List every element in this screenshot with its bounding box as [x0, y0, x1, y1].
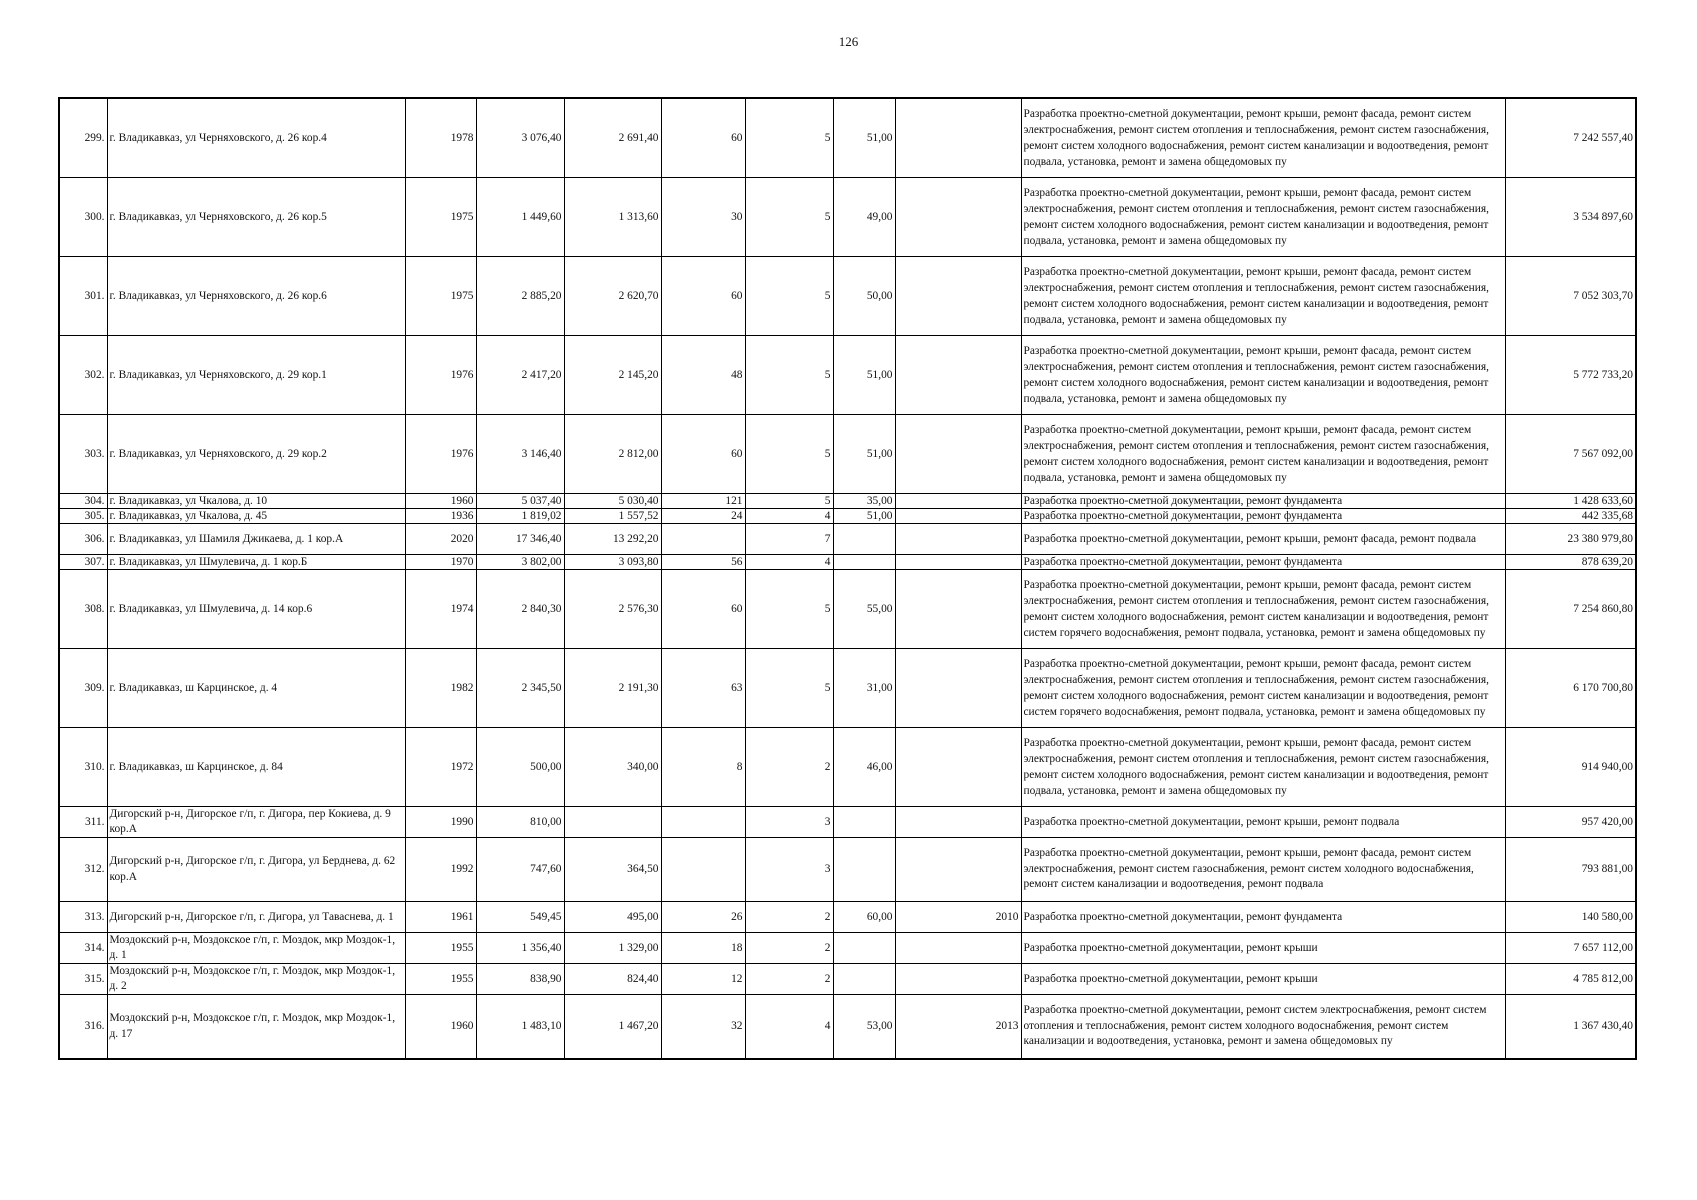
- last-repair-cell: [895, 555, 1021, 570]
- cost-cell: 3 534 897,60: [1505, 178, 1636, 257]
- wear-cell: 51,00: [833, 98, 895, 178]
- floors-cell: 4: [745, 509, 833, 524]
- living-area-cell: 1 467,20: [564, 995, 661, 1060]
- works-cell: Разработка проектно-сметной документации, ремонт крыши, ремонт фасада, ремонт подвала: [1021, 524, 1505, 555]
- total-area-cell: 810,00: [476, 807, 564, 838]
- year-cell: 1972: [405, 728, 476, 807]
- apartments-cell: 30: [661, 178, 745, 257]
- last-repair-cell: [895, 838, 1021, 902]
- apartments-cell: 60: [661, 98, 745, 178]
- table-row: [59, 570, 1636, 649]
- living-area-cell: 1 313,60: [564, 178, 661, 257]
- last-repair-cell: [895, 336, 1021, 415]
- row-number: 301.: [59, 257, 107, 336]
- total-area-cell: 838,90: [476, 964, 564, 995]
- row-number: 306.: [59, 524, 107, 555]
- total-area-cell: 2 417,20: [476, 336, 564, 415]
- table-row: [59, 524, 1636, 555]
- works-cell: Разработка проектно-сметной документации, ремонт крыши, ремонт фасада, ремонт систем электроснабжения, ремонт систем отопления и теплоснабжения, ремонт систем газоснабжения, ремонт систем холодного водоснабжения, ремонт систем канализации и водоотведения, ремонт подвала, установка, ремонт и замена общедомовых пу: [1021, 415, 1505, 494]
- living-area-cell: 1 557,52: [564, 509, 661, 524]
- floors-cell: 5: [745, 98, 833, 178]
- row-number: 316.: [59, 995, 107, 1060]
- wear-cell: [833, 838, 895, 902]
- apartments-cell: 18: [661, 933, 745, 964]
- living-area-cell: 2 145,20: [564, 336, 661, 415]
- cost-cell: 957 420,00: [1505, 807, 1636, 838]
- apartments-cell: 60: [661, 415, 745, 494]
- apartments-cell: [661, 807, 745, 838]
- apartments-cell: 63: [661, 649, 745, 728]
- address-cell: г. Владикавказ, ул Черняховского, д. 29 кор.2: [107, 415, 405, 494]
- cost-cell: 23 380 979,80: [1505, 524, 1636, 555]
- floors-cell: 5: [745, 570, 833, 649]
- living-area-cell: 2 812,00: [564, 415, 661, 494]
- works-cell: Разработка проектно-сметной документации, ремонт фундамента: [1021, 902, 1505, 933]
- apartments-cell: 8: [661, 728, 745, 807]
- year-cell: 2020: [405, 524, 476, 555]
- wear-cell: 50,00: [833, 257, 895, 336]
- cost-cell: 7 242 557,40: [1505, 98, 1636, 178]
- apartments-cell: 56: [661, 555, 745, 570]
- year-cell: 1975: [405, 178, 476, 257]
- wear-cell: 46,00: [833, 728, 895, 807]
- wear-cell: [833, 555, 895, 570]
- row-number: 313.: [59, 902, 107, 933]
- living-area-cell: 495,00: [564, 902, 661, 933]
- row-number: 314.: [59, 933, 107, 964]
- row-number: 308.: [59, 570, 107, 649]
- table-row: [59, 649, 1636, 728]
- row-number: 315.: [59, 964, 107, 995]
- total-area-cell: 2 885,20: [476, 257, 564, 336]
- address-cell: г. Владикавказ, ул Шмулевича, д. 1 кор.Б: [107, 555, 405, 570]
- total-area-cell: 3 076,40: [476, 98, 564, 178]
- living-area-cell: 3 093,80: [564, 555, 661, 570]
- address-cell: г. Владикавказ, ул Чкалова, д. 10: [107, 494, 405, 509]
- row-number: 304.: [59, 494, 107, 509]
- living-area-cell: 340,00: [564, 728, 661, 807]
- year-cell: 1982: [405, 649, 476, 728]
- works-cell: Разработка проектно-сметной документации, ремонт крыши, ремонт фасада, ремонт систем электроснабжения, ремонт систем газоснабжения, ремонт систем холодного водоснабжения, ремонт систем канализации и водоотведения, ремонт подвала: [1021, 838, 1505, 902]
- address-cell: Моздокский р-н, Моздокское г/п, г. Моздок, мкр Моздок-1, д. 2: [107, 964, 405, 995]
- apartments-cell: 26: [661, 902, 745, 933]
- works-cell: Разработка проектно-сметной документации, ремонт систем электроснабжения, ремонт систем отопления и теплоснабжения, ремонт систем холодного водоснабжения, ремонт систем канализации и водоотведения, установка, ремонт и замена общедомовых пу: [1021, 995, 1505, 1060]
- year-cell: 1990: [405, 807, 476, 838]
- housing-repair-table: [58, 97, 1637, 1060]
- address-cell: г. Владикавказ, ш Карцинское, д. 84: [107, 728, 405, 807]
- year-cell: 1960: [405, 995, 476, 1060]
- table-row: [59, 494, 1636, 509]
- row-number: 299.: [59, 98, 107, 178]
- last-repair-cell: 2013: [895, 995, 1021, 1060]
- table-row: [59, 336, 1636, 415]
- address-cell: г. Владикавказ, ул Черняховского, д. 29 кор.1: [107, 336, 405, 415]
- apartments-cell: 32: [661, 995, 745, 1060]
- cost-cell: 7 254 860,80: [1505, 570, 1636, 649]
- works-cell: Разработка проектно-сметной документации, ремонт фундамента: [1021, 509, 1505, 524]
- row-number: 310.: [59, 728, 107, 807]
- wear-cell: 51,00: [833, 336, 895, 415]
- total-area-cell: 2 840,30: [476, 570, 564, 649]
- apartments-cell: [661, 838, 745, 902]
- table-row: [59, 933, 1636, 964]
- floors-cell: 3: [745, 807, 833, 838]
- wear-cell: [833, 964, 895, 995]
- year-cell: 1936: [405, 509, 476, 524]
- total-area-cell: 1 449,60: [476, 178, 564, 257]
- wear-cell: 31,00: [833, 649, 895, 728]
- total-area-cell: 1 483,10: [476, 995, 564, 1060]
- table-row: [59, 555, 1636, 570]
- last-repair-cell: [895, 509, 1021, 524]
- apartments-cell: 60: [661, 570, 745, 649]
- table-row: [59, 838, 1636, 902]
- last-repair-cell: [895, 178, 1021, 257]
- cost-cell: 1 428 633,60: [1505, 494, 1636, 509]
- wear-cell: [833, 933, 895, 964]
- last-repair-cell: [895, 933, 1021, 964]
- last-repair-cell: [895, 257, 1021, 336]
- living-area-cell: 2 576,30: [564, 570, 661, 649]
- floors-cell: 2: [745, 728, 833, 807]
- works-cell: Разработка проектно-сметной документации, ремонт крыши, ремонт фасада, ремонт систем электроснабжения, ремонт систем отопления и теплоснабжения, ремонт систем газоснабжения, ремонт систем холодного водоснабжения, ремонт систем канализации и водоотведения, ремонт подвала, установка, ремонт и замена общедомовых пу: [1021, 98, 1505, 178]
- total-area-cell: 2 345,50: [476, 649, 564, 728]
- cost-cell: 914 940,00: [1505, 728, 1636, 807]
- table-row: [59, 902, 1636, 933]
- works-cell: Разработка проектно-сметной документации, ремонт крыши: [1021, 933, 1505, 964]
- table-row: [59, 98, 1636, 178]
- last-repair-cell: [895, 807, 1021, 838]
- cost-cell: 7 052 303,70: [1505, 257, 1636, 336]
- cost-cell: 793 881,00: [1505, 838, 1636, 902]
- living-area-cell: 13 292,20: [564, 524, 661, 555]
- total-area-cell: 1 356,40: [476, 933, 564, 964]
- cost-cell: 1 367 430,40: [1505, 995, 1636, 1060]
- total-area-cell: 747,60: [476, 838, 564, 902]
- wear-cell: [833, 807, 895, 838]
- year-cell: 1974: [405, 570, 476, 649]
- table-row: [59, 807, 1636, 838]
- year-cell: 1961: [405, 902, 476, 933]
- last-repair-cell: [895, 494, 1021, 509]
- year-cell: 1976: [405, 415, 476, 494]
- row-number: 309.: [59, 649, 107, 728]
- total-area-cell: 549,45: [476, 902, 564, 933]
- works-cell: Разработка проектно-сметной документации, ремонт крыши, ремонт фасада, ремонт систем электроснабжения, ремонт систем отопления и теплоснабжения, ремонт систем газоснабжения, ремонт систем холодного водоснабжения, ремонт систем канализации и водоотведения, ремонт подвала, установка, ремонт и замена общедомовых пу: [1021, 728, 1505, 807]
- row-number: 300.: [59, 178, 107, 257]
- apartments-cell: 48: [661, 336, 745, 415]
- wear-cell: 55,00: [833, 570, 895, 649]
- living-area-cell: 2 191,30: [564, 649, 661, 728]
- row-number: 312.: [59, 838, 107, 902]
- floors-cell: 2: [745, 902, 833, 933]
- table-row: [59, 728, 1636, 807]
- cost-cell: 6 170 700,80: [1505, 649, 1636, 728]
- living-area-cell: 2 620,70: [564, 257, 661, 336]
- total-area-cell: 3 802,00: [476, 555, 564, 570]
- address-cell: Дигорский р-н, Дигорское г/п, г. Дигора, ул Таваснева, д. 1: [107, 902, 405, 933]
- living-area-cell: 824,40: [564, 964, 661, 995]
- address-cell: Моздокский р-н, Моздокское г/п, г. Моздок, мкр Моздок-1, д. 1: [107, 933, 405, 964]
- works-cell: Разработка проектно-сметной документации, ремонт фундамента: [1021, 555, 1505, 570]
- row-number: 303.: [59, 415, 107, 494]
- table-row: [59, 995, 1636, 1060]
- works-cell: Разработка проектно-сметной документации, ремонт крыши, ремонт фасада, ремонт систем электроснабжения, ремонт систем отопления и теплоснабжения, ремонт систем газоснабжения, ремонт систем холодного водоснабжения, ремонт систем канализации и водоотведения, ремонт систем горячего водоснабжения, ремонт подвала, установка, ремонт и замена общедомовых пу: [1021, 649, 1505, 728]
- row-number: 305.: [59, 509, 107, 524]
- floors-cell: 2: [745, 964, 833, 995]
- apartments-cell: 12: [661, 964, 745, 995]
- floors-cell: 5: [745, 494, 833, 509]
- living-area-cell: 5 030,40: [564, 494, 661, 509]
- works-cell: Разработка проектно-сметной документации, ремонт крыши, ремонт фасада, ремонт систем электроснабжения, ремонт систем отопления и теплоснабжения, ремонт систем газоснабжения, ремонт систем холодного водоснабжения, ремонт систем канализации и водоотведения, ремонт подвала, установка, ремонт и замена общедомовых пу: [1021, 336, 1505, 415]
- total-area-cell: 1 819,02: [476, 509, 564, 524]
- table-row: [59, 257, 1636, 336]
- floors-cell: 3: [745, 838, 833, 902]
- living-area-cell: 364,50: [564, 838, 661, 902]
- cost-cell: 5 772 733,20: [1505, 336, 1636, 415]
- cost-cell: 442 335,68: [1505, 509, 1636, 524]
- total-area-cell: 17 346,40: [476, 524, 564, 555]
- living-area-cell: 1 329,00: [564, 933, 661, 964]
- wear-cell: 60,00: [833, 902, 895, 933]
- wear-cell: 51,00: [833, 509, 895, 524]
- living-area-cell: [564, 807, 661, 838]
- year-cell: 1955: [405, 933, 476, 964]
- floors-cell: 5: [745, 415, 833, 494]
- floors-cell: 5: [745, 257, 833, 336]
- floors-cell: 2: [745, 933, 833, 964]
- wear-cell: 51,00: [833, 415, 895, 494]
- year-cell: 1975: [405, 257, 476, 336]
- address-cell: Дигорский р-н, Дигорское г/п, г. Дигора, пер Кокиева, д. 9 кор.А: [107, 807, 405, 838]
- address-cell: г. Владикавказ, ул Черняховского, д. 26 кор.4: [107, 98, 405, 178]
- last-repair-cell: [895, 964, 1021, 995]
- address-cell: Дигорский р-н, Дигорское г/п, г. Дигора, ул Берднева, д. 62 кор.А: [107, 838, 405, 902]
- last-repair-cell: [895, 98, 1021, 178]
- cost-cell: 4 785 812,00: [1505, 964, 1636, 995]
- total-area-cell: 3 146,40: [476, 415, 564, 494]
- table-row: [59, 178, 1636, 257]
- total-area-cell: 500,00: [476, 728, 564, 807]
- last-repair-cell: [895, 570, 1021, 649]
- living-area-cell: 2 691,40: [564, 98, 661, 178]
- table-row: [59, 964, 1636, 995]
- floors-cell: 4: [745, 995, 833, 1060]
- works-cell: Разработка проектно-сметной документации, ремонт крыши, ремонт фасада, ремонт систем электроснабжения, ремонт систем отопления и теплоснабжения, ремонт систем газоснабжения, ремонт систем холодного водоснабжения, ремонт систем канализации и водоотведения, ремонт систем горячего водоснабжения, ремонт подвала, установка, ремонт и замена общедомовых пу: [1021, 570, 1505, 649]
- last-repair-cell: [895, 415, 1021, 494]
- works-cell: Разработка проектно-сметной документации, ремонт крыши, ремонт подвала: [1021, 807, 1505, 838]
- table-row: [59, 509, 1636, 524]
- floors-cell: 4: [745, 555, 833, 570]
- works-cell: Разработка проектно-сметной документации, ремонт крыши: [1021, 964, 1505, 995]
- cost-cell: 7 657 112,00: [1505, 933, 1636, 964]
- row-number: 302.: [59, 336, 107, 415]
- year-cell: 1978: [405, 98, 476, 178]
- year-cell: 1970: [405, 555, 476, 570]
- wear-cell: 35,00: [833, 494, 895, 509]
- address-cell: г. Владикавказ, ш Карцинское, д. 4: [107, 649, 405, 728]
- address-cell: г. Владикавказ, ул Чкалова, д. 45: [107, 509, 405, 524]
- address-cell: г. Владикавказ, ул Шамиля Джикаева, д. 1 кор.А: [107, 524, 405, 555]
- last-repair-cell: [895, 524, 1021, 555]
- wear-cell: [833, 524, 895, 555]
- works-cell: Разработка проектно-сметной документации, ремонт крыши, ремонт фасада, ремонт систем электроснабжения, ремонт систем отопления и теплоснабжения, ремонт систем газоснабжения, ремонт систем холодного водоснабжения, ремонт систем канализации и водоотведения, ремонт подвала, установка, ремонт и замена общедомовых пу: [1021, 178, 1505, 257]
- cost-cell: 878 639,20: [1505, 555, 1636, 570]
- year-cell: 1955: [405, 964, 476, 995]
- cost-cell: 7 567 092,00: [1505, 415, 1636, 494]
- floors-cell: 5: [745, 178, 833, 257]
- works-cell: Разработка проектно-сметной документации, ремонт фундамента: [1021, 494, 1505, 509]
- address-cell: г. Владикавказ, ул Шмулевича, д. 14 кор.6: [107, 570, 405, 649]
- last-repair-cell: 2010: [895, 902, 1021, 933]
- apartments-cell: 24: [661, 509, 745, 524]
- year-cell: 1992: [405, 838, 476, 902]
- cost-cell: 140 580,00: [1505, 902, 1636, 933]
- table-row: [59, 415, 1636, 494]
- year-cell: 1976: [405, 336, 476, 415]
- year-cell: 1960: [405, 494, 476, 509]
- apartments-cell: [661, 524, 745, 555]
- row-number: 311.: [59, 807, 107, 838]
- last-repair-cell: [895, 649, 1021, 728]
- row-number: 307.: [59, 555, 107, 570]
- works-cell: Разработка проектно-сметной документации, ремонт крыши, ремонт фасада, ремонт систем электроснабжения, ремонт систем отопления и теплоснабжения, ремонт систем газоснабжения, ремонт систем холодного водоснабжения, ремонт систем канализации и водоотведения, ремонт подвала, установка, ремонт и замена общедомовых пу: [1021, 257, 1505, 336]
- wear-cell: 53,00: [833, 995, 895, 1060]
- address-cell: Моздокский р-н, Моздокское г/п, г. Моздок, мкр Моздок-1, д. 17: [107, 995, 405, 1060]
- total-area-cell: 5 037,40: [476, 494, 564, 509]
- address-cell: г. Владикавказ, ул Черняховского, д. 26 кор.5: [107, 178, 405, 257]
- apartments-cell: 60: [661, 257, 745, 336]
- floors-cell: 7: [745, 524, 833, 555]
- apartments-cell: 121: [661, 494, 745, 509]
- page-number: 126: [838, 34, 859, 49]
- address-cell: г. Владикавказ, ул Черняховского, д. 26 кор.6: [107, 257, 405, 336]
- last-repair-cell: [895, 728, 1021, 807]
- floors-cell: 5: [745, 336, 833, 415]
- wear-cell: 49,00: [833, 178, 895, 257]
- floors-cell: 5: [745, 649, 833, 728]
